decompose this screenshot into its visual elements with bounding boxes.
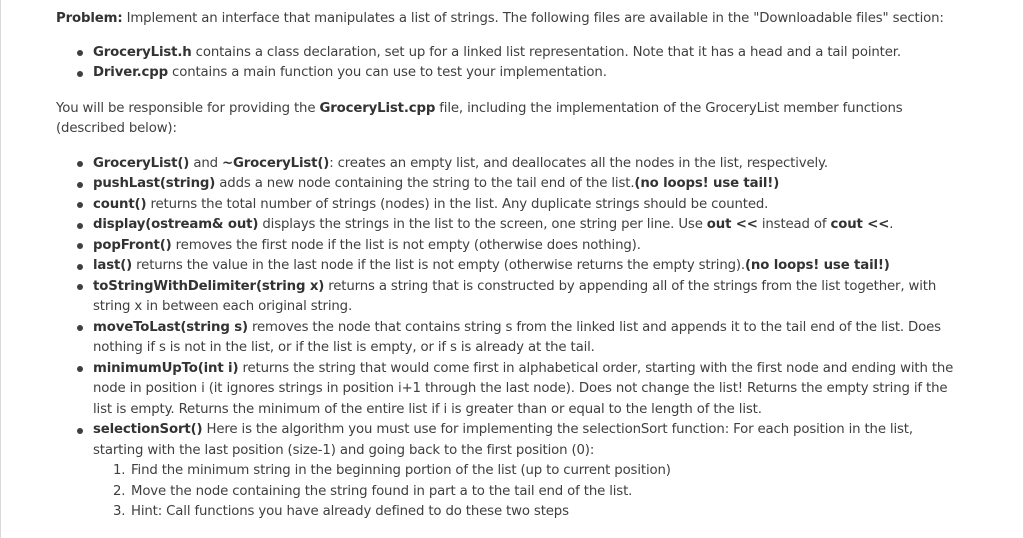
- step-number: 3.: [113, 504, 126, 519]
- responsibility-post: file, including the implementation of the GroceryList member functions (described below):: [56, 100, 903, 136]
- function-name: toStringWithDelimiter(string x): [93, 278, 325, 294]
- function-name: popFront(): [93, 237, 172, 253]
- assignment-content: [56, 9, 966, 523]
- function-name: moveToLast(string s): [93, 319, 248, 335]
- function-item-popfront: [56, 236, 966, 257]
- step-text: Move the node containing the string found in part a to the tail end of the list.: [131, 483, 633, 499]
- step-text: Hint: Call functions you have already defined to do these two steps: [131, 504, 569, 519]
- problem-text: Implement an interface that manipulates a list of strings. The following files are available in the "Downloadable files" section:: [122, 11, 944, 26]
- function-desc: adds a new node containing the string to the tail end of the list.: [215, 176, 635, 191]
- function-name: count(): [93, 196, 147, 212]
- function-item-minimumupto: [56, 359, 966, 421]
- function-desc: : creates an empty list, and deallocates all the nodes in the list, respectively.: [329, 155, 828, 171]
- function-note: (no loops! use tail!): [634, 176, 780, 191]
- problem-label: Problem:: [56, 11, 123, 26]
- function-name: selectionSort(): [93, 422, 203, 437]
- function-item-count: [56, 195, 966, 216]
- file-name: Driver.cpp: [93, 65, 168, 80]
- function-name: ~GroceryList(): [221, 155, 330, 171]
- steps-list: [93, 461, 966, 523]
- function-note: (no loops! use tail!): [745, 258, 890, 273]
- function-name: display(ostream& out): [93, 217, 259, 232]
- step-number: 2.: [113, 483, 126, 499]
- file-desc: contains a class declaration, set up for a linked list representation. Note that it has a head and a tail pointer.: [191, 44, 901, 60]
- function-item-last: [56, 256, 966, 277]
- function-name: minimumUpTo(int i): [93, 360, 239, 376]
- function-desc: displays the strings in the list to the screen, one string per line. Use: [258, 217, 707, 232]
- function-name: GroceryList(): [93, 155, 190, 171]
- function-desc: returns a string that is constructed by appending all of the strings from the list together, with string x in between each original string.: [93, 278, 937, 314]
- function-item-pushlast: [56, 174, 966, 195]
- function-desc: Here is the algorithm you must use for implementing the selectionSort function: For each position in the list, starting with the last position (size-1) and going back to the first position (0):: [93, 422, 913, 458]
- function-desc: removes the first node if the list is not empty (otherwise does nothing).: [171, 237, 641, 253]
- function-desc: returns the value in the last node if the list is not empty (otherwise returns the empty string).: [132, 258, 745, 273]
- step-item: [93, 482, 966, 503]
- responsibility-file: GroceryList.cpp: [319, 100, 436, 116]
- file-name: GroceryList.h: [93, 44, 192, 60]
- list-item: [56, 63, 966, 84]
- function-name: pushLast(string): [93, 176, 216, 191]
- function-item-tostring: [56, 277, 966, 318]
- file-desc: contains a main function you can use to test your implementation.: [167, 65, 607, 80]
- responsibility-paragraph: [56, 99, 966, 140]
- function-desc: removes the node that contains string s from the linked list and appends it to the tail end of the list. Does nothing if s is not in the list, or if the list is empty, or if s is already at the tail.: [93, 319, 941, 355]
- problem-statement: [56, 9, 966, 30]
- responsibility-pre: You will be responsible for providing the: [56, 100, 320, 116]
- step-number: 1.: [113, 463, 126, 478]
- list-item: [56, 43, 966, 64]
- step-text: Find the minimum string in the beginning portion of the list (up to current position): [131, 463, 671, 478]
- function-item-movetolast: [56, 318, 966, 359]
- files-list: [56, 43, 966, 84]
- function-name: last(): [93, 258, 133, 273]
- code-out: out <<: [706, 217, 758, 232]
- left-border: [0, 0, 1, 538]
- function-desc: returns the total number of strings (nodes) in the list. Any duplicate strings should be counted.: [146, 196, 769, 212]
- function-desc: and: [189, 155, 222, 171]
- code-cout: cout <<: [830, 217, 890, 232]
- function-item-constructor: [56, 154, 966, 175]
- step-item: [93, 502, 966, 523]
- function-item-selectionsort: [56, 420, 966, 523]
- function-item-display: [56, 215, 966, 236]
- function-desc: .: [889, 217, 894, 232]
- function-desc: returns the string that would come first in alphabetical order, starting with the first node and ending with the node in position i (it ignores strings in position i+1 through the last node). Does not change the list! Returns the empty string if the list is empty. Returns the minimum of the entire list if i is greater than or equal to the length of the list.: [93, 360, 954, 417]
- functions-list: [56, 154, 966, 523]
- function-desc: instead of: [757, 217, 831, 232]
- step-item: [93, 461, 966, 482]
